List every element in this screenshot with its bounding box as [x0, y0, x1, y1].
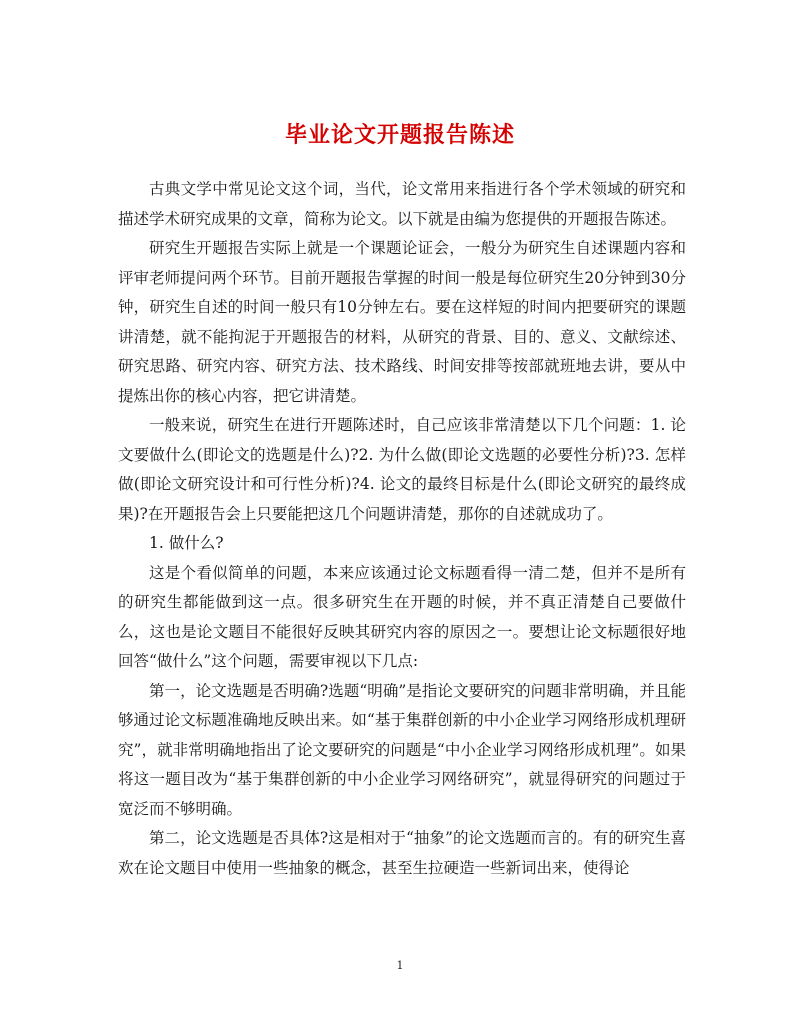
- document-body: [118, 175, 686, 883]
- paragraph-first-point: 第一，论文选题是否明确?选题“明确”是指论文要研究的问题非常明确，并且能够通过论文标题准确地反映出来。如“基于集群创新的中小企业学习网络形成机理研究”，就非常明确地指出了论文要研究的问题是“中小企业学习网络形成机理”。如果将这一题目改为“基于集群创新的中小企业学习网络研究”，就显得研究的问题过于宽泛而不够明确。: [118, 681, 686, 818]
- section-heading-what-to-do: 1. 做什么?: [149, 534, 224, 552]
- paragraph-intro: 古典文学中常见论文这个词，当代，论文常用来指进行各个学术领域的研究和描述学术研究成果的文章，简称为论文。以下就是由编为您提供的开题报告陈述。: [118, 180, 686, 228]
- document-title: 毕业论文开题报告陈述: [284, 121, 515, 148]
- page-number: 1: [396, 959, 404, 972]
- paragraph-second-point: 第二，论文选题是否具体?这是相对于“抽象”的论文选题而言的。有的研究生喜欢在论文题目中使用一些抽象的概念，甚至生拉硬造一些新词出来，使得论: [118, 829, 686, 877]
- paragraph-what-to-do: 这是个看似简单的问题，本来应该通过论文标题看得一清二楚，但并不是所有的研究生都能做到这一点。很多研究生在开题的时候，并不真正清楚自己要做什么，这也是论文题目不能很好反映其研究内容的原因之一。要想让论文标题很好地回答“做什么”这个问题，需要审视以下几点:: [118, 563, 686, 670]
- paragraph-defense-overview: 研究生开题报告实际上就是一个课题论证会，一般分为研究生自述课题内容和评审老师提问两个环节。目前开题报告掌握的时间一般是每位研究生20分钟到30分钟，研究生自述的时间一般只有10分钟左右。要在这样短的时间内把要研究的课题讲清楚，就不能拘泥于开题报告的材料，从研究的背景、目的、意义、文献综述、研究思路、研究内容、研究方法、技术路线、时间安排等按部就班地去讲，要从中提炼出你的核心内容，把它讲清楚。: [118, 239, 686, 405]
- paragraph-key-questions: 一般来说，研究生在进行开题陈述时，自己应该非常清楚以下几个问题：1. 论文要做什么(即论文的选题是什么)?2. 为什么做(即论文选题的必要性分析)?3. 怎样做(即论文研究设计和可行性分析)?4. 论文的最终目标是什么(即论文研究的最终成果)?在开题报告会上只要能把这几个问题讲清楚，那你的自述就成功了。: [118, 416, 686, 523]
